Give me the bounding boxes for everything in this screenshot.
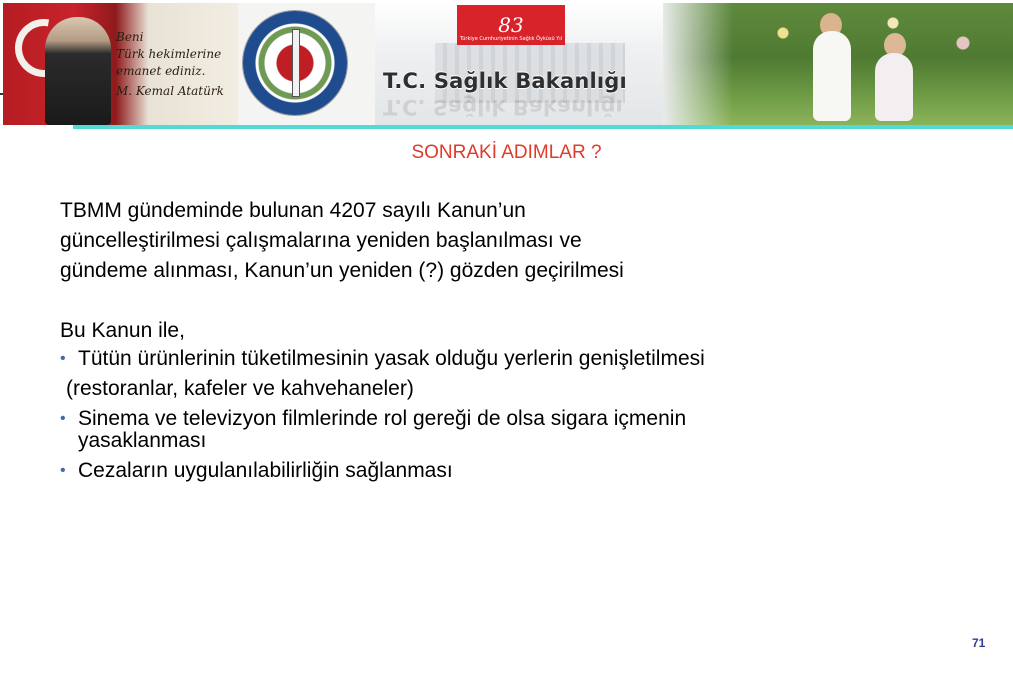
list-item-text: Tütün ürünlerinin tüketilmesinin yasak olduğu yerlerin genişletilmesi [78, 347, 705, 370]
bullet-list [60, 408, 960, 482]
paragraph-line: güncelleştirilmesi çalışmalarına yeniden başlanılması ve [60, 229, 582, 252]
list-item-text: Sinema ve televizyon filmlerinde rol gereği de olsa sigara içmenin yasaklanması [78, 407, 687, 452]
ministry-seal-panel [238, 3, 378, 125]
accent-rule [73, 125, 1013, 129]
portrait-figure [45, 17, 111, 125]
list-item [60, 460, 960, 482]
badge-number: 83 [498, 13, 524, 37]
slide-title: SONRAKİ ADIMLAR ? [411, 142, 602, 163]
list-item-text: Cezaların uygulanılabilirliğin sağlanması [78, 459, 453, 482]
children-garden-photo [663, 3, 1013, 125]
ministry-title-panel [375, 3, 675, 125]
quote-signature: M. Kemal Atatürk [116, 84, 224, 98]
paragraph-line: TBMM gündeminde bulunan 4207 sayılı Kanun’un [60, 199, 526, 222]
quote-line: Beni [116, 30, 144, 44]
bullet-list [60, 348, 960, 370]
caduceus-icon [292, 29, 300, 97]
intro-paragraph [60, 196, 960, 286]
paragraph-line: gündeme alınması, Kanun’un yeniden (?) gözden geçirilmesi [60, 259, 624, 282]
edge-mark [0, 93, 3, 95]
header-banner [3, 3, 1013, 125]
list-item [60, 408, 818, 452]
bullet-icon: • [60, 410, 66, 427]
child-figure [875, 53, 913, 121]
list-intro: Bu Kanun ile, [60, 319, 185, 342]
list-item-continuation: (restoranlar, kafeler ve kahvehaneler) [66, 377, 414, 400]
bullet-icon: • [60, 350, 66, 367]
photo-fade [663, 3, 733, 125]
quote-line: Türk hekimlerine [116, 47, 222, 61]
ministry-name: T.C. Sağlık Bakanlığı [383, 69, 627, 93]
anniversary-badge [457, 5, 565, 45]
ataturk-quote [116, 29, 234, 100]
ministry-name-reflection: T.C. Sağlık Bakanlığı [383, 95, 623, 119]
quote-line: emanet ediniz. [116, 64, 206, 78]
ataturk-portrait-panel [3, 3, 238, 125]
slide-body [60, 196, 960, 482]
child-figure [813, 31, 851, 121]
badge-caption: Türkiye Cumhuriyetinin Sağlık Öyküsü Yıl [459, 36, 563, 42]
bullet-icon: • [60, 462, 66, 479]
list-item [60, 348, 960, 370]
page-number: 71 [972, 636, 986, 650]
